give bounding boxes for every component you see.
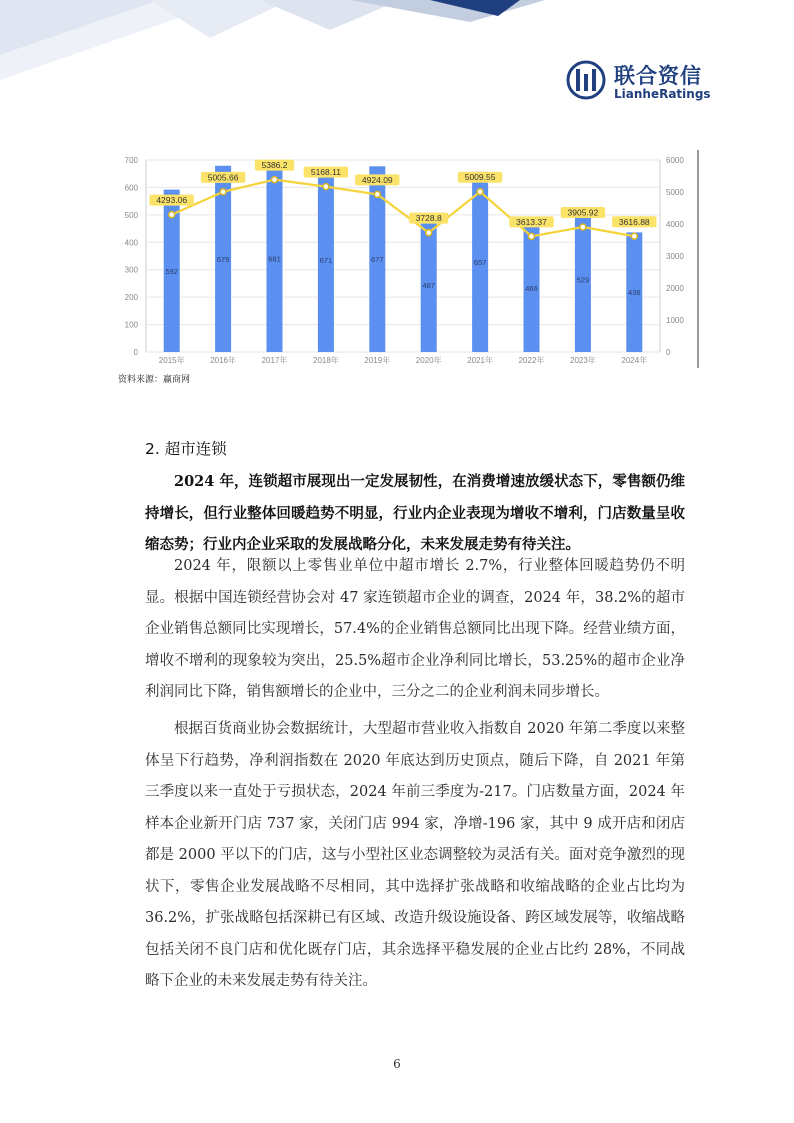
page-number: 6 (393, 1057, 401, 1071)
line-point (220, 189, 226, 195)
line-value-label: 5168.11 (310, 167, 341, 178)
bar-value-label: 487 (422, 281, 435, 291)
line-value-label: 5386.2 (261, 160, 288, 171)
bar-value-label: 679 (216, 254, 230, 264)
lianhe-logo-icon (566, 60, 606, 100)
x-tick-label: 2024年 (621, 356, 648, 365)
left-tick-label: 400 (124, 238, 138, 248)
x-tick-label: 2020年 (415, 356, 442, 365)
x-tick-label: 2018年 (313, 356, 339, 365)
bar-value-label: 436 (628, 288, 641, 298)
line-value-label: 3613.37 (516, 216, 547, 227)
bar-value-label: 657 (473, 257, 487, 267)
chart-container (112, 150, 700, 368)
section-title: 2. 超市连锁 (145, 440, 227, 458)
bar-value-label: 681 (268, 254, 281, 264)
right-tick-label: 3000 (666, 252, 684, 261)
left-tick-label: 500 (124, 210, 138, 220)
line-point (272, 177, 278, 183)
x-tick-label: 2019年 (364, 356, 391, 365)
line-point (580, 224, 586, 230)
x-tick-label: 2022年 (518, 356, 545, 365)
bar-value-label: 529 (576, 275, 590, 285)
body-paragraph-1: 2024 年，限额以上零售业单位中超市增长 2.7%，行业整体回暖趋势仍不明显。根据中国连锁经营协会对 47 家连锁超市企业的调查，2024 年，38.2%的超市企业销售总额同比实现增长，57.4%的企业销售总额同比出现下降。经营业绩方面，增收不增利的现象较为突出，25.5%超市企业净利同比增长，53.25%的超市企业净利润同比下降，销售额增长的企业中，三分之二的企业利润未同步增长。 (145, 558, 685, 700)
right-tick-label: 0 (666, 348, 671, 357)
header-decoration (0, 0, 560, 110)
right-tick-label: 6000 (666, 156, 684, 165)
logo-chinese-name: 联合资信 (614, 64, 702, 88)
x-tick-label: 2015年 (158, 356, 185, 365)
line-value-label: 3905.92 (567, 207, 599, 218)
bar-value-label: 677 (371, 255, 384, 265)
line-value-label: 5005.66 (207, 172, 239, 183)
chart-source: 资料来源：赢商网 (118, 375, 191, 385)
body-paragraph-2: 根据百货商业协会数据统计，大型超市营业收入指数自 2020 年第二季度以来整体呈下行趋势，净利润指数在 2020 年底达到历史顶点，随后下降，自 2021 年第三季度以来一直处于亏损状态，2024 年前三季度为-217。门店数量方面，2024 年样本企业新开门店 737 家，关闭门店 994 家，净增-196 家，其中 9 成开店和闭店都是 2000 平以下的门店，这与小型社区业态调整较为灵活有关。面对竞争激烈的现状下，零售企业发展战略不尽相同，其中选择扩张战略和收缩战略的企业占比均为 36.2%，扩张战略包括深耕已有区域、改造升级设施设备、跨区域发展等，收缩战略包括关闭不良门店和优化既存门店，其余选择平稳发展的企业占比约 28%，不同战略下企业的未来发展走势有待关注。 (145, 721, 685, 989)
bar-line-chart (112, 150, 700, 368)
x-tick-label: 2023年 (570, 356, 596, 365)
left-tick-label: 600 (124, 183, 138, 193)
x-tick-label: 2021年 (467, 356, 493, 365)
line-point (374, 191, 380, 197)
line-point (169, 212, 175, 218)
bar-value-label: 671 (319, 255, 333, 265)
line-value-label: 3616.88 (618, 216, 650, 227)
line-point (631, 233, 637, 239)
x-tick-label: 2017年 (261, 356, 288, 365)
bar-value-label: 592 (165, 266, 178, 276)
right-tick-label: 5000 (666, 188, 684, 197)
summary-paragraph: 2024 年，连锁超市展现出一定发展韧性，在消费增速放缓状态下，零售额仍维持增长，但行业整体回暖趋势不明显，行业内企业表现为增收不增利，门店数量呈收缩态势；行业内企业采取的发展战略分化，未来发展走势有待关注。 (145, 473, 685, 553)
line-point (426, 230, 432, 236)
line-point (477, 189, 483, 195)
line-point (529, 233, 535, 239)
left-tick-label: 100 (124, 320, 138, 330)
line-value-label: 3728.8 (415, 213, 442, 224)
left-tick-label: 0 (133, 348, 138, 357)
logo-english-name: LianheRatings (614, 87, 711, 101)
line-point (323, 184, 329, 190)
right-tick-label: 4000 (666, 220, 684, 229)
company-logo (566, 60, 716, 104)
line-value-label: 4293.06 (156, 195, 188, 206)
bar-value-label: 466 (525, 284, 538, 294)
x-tick-label: 2016年 (210, 356, 236, 365)
left-tick-label: 700 (124, 156, 138, 165)
right-tick-label: 2000 (666, 284, 684, 293)
right-tick-label: 1000 (666, 316, 684, 325)
left-tick-label: 200 (124, 293, 138, 303)
line-value-label: 5009.55 (464, 172, 496, 183)
left-tick-label: 300 (124, 265, 138, 275)
line-value-label: 4924.09 (361, 174, 393, 185)
